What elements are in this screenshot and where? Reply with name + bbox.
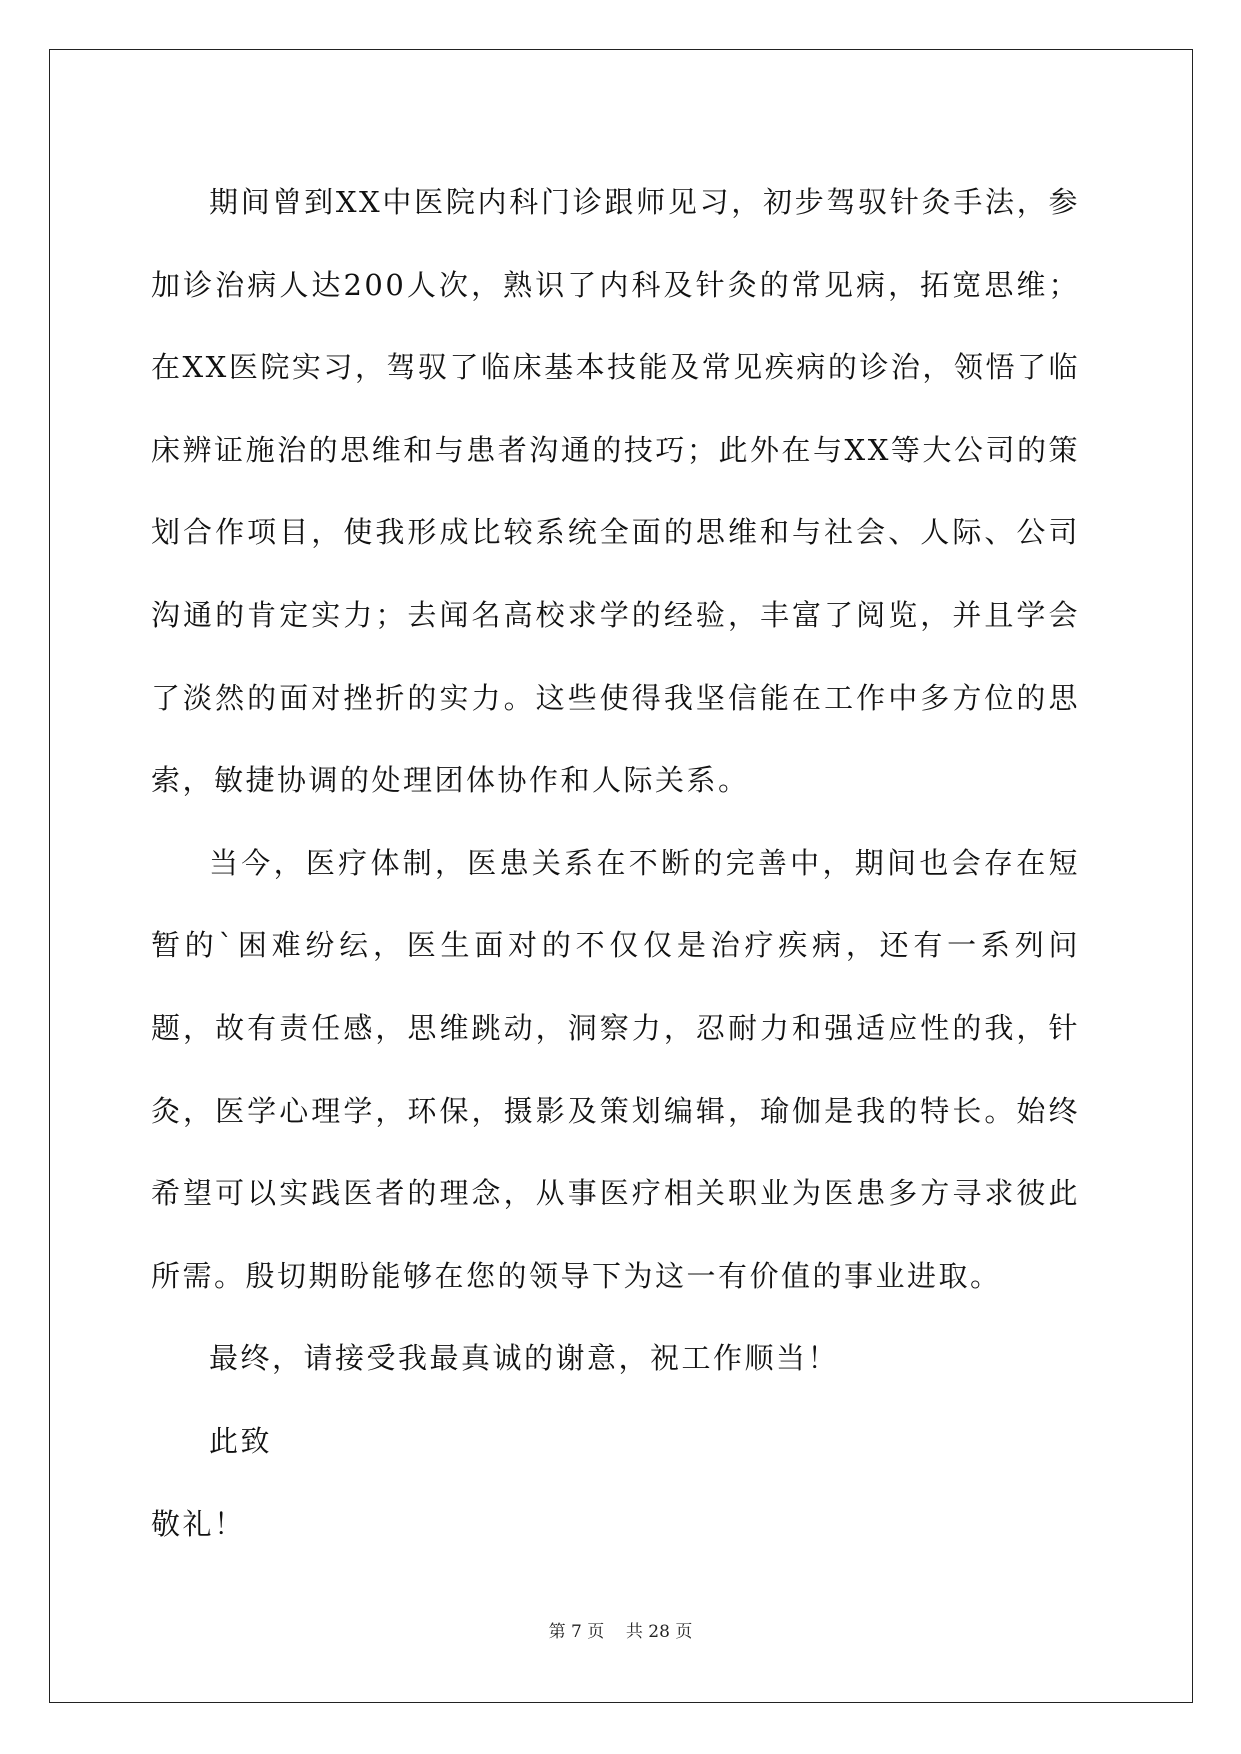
document-body xyxy=(151,161,1080,1565)
paragraph-motivation: 当今，医疗体制，医患关系在不断的完善中，期间也会存在短暂的`困难纷纭，医生面对的不仅仅是治疗疾病，还有一系列问题，故有责任感，思维跳动，洞察力，忍耐力和强适应性的我，针灸，医学心理学，环保，摄影及策划编辑，瑜伽是我的特长。始终希望可以实践医者的理念，从事医疗相关职业为医患多方寻求彼此所需。殷切期盼能够在您的领导下为这一有价值的事业进取。 xyxy=(151,845,1080,1293)
paragraph-thanks: 最终，请接受我最真诚的谢意，祝工作顺当！ xyxy=(209,1341,840,1376)
page-number-footer: 第 7 页 共 28 页 xyxy=(548,1622,693,1642)
closing-regards: 敬礼！ xyxy=(151,1506,246,1541)
paragraph-salutation: 此致 xyxy=(209,1423,273,1458)
paragraph-experience: 期间曾到XX中医院内科门诊跟师见习，初步驾驭针灸手法，参加诊治病人达200人次，熟识了内科及针灸的常见病，拓宽思维；在XX医院实习，驾驭了临床基本技能及常见疾病的诊治，领悟了临床辨证施治的思维和与患者沟通的技巧；此外在与XX等大公司的策划合作项目，使我形成比较系统全面的思维和与社会、人际、公司沟通的肯定实力；去闻名高校求学的经验，丰富了阅览，并且学会了淡然的面对挫折的实力。这些使得我坚信能在工作中多方位的思索，敏捷协调的处理团体协作和人际关系。 xyxy=(151,185,1080,798)
